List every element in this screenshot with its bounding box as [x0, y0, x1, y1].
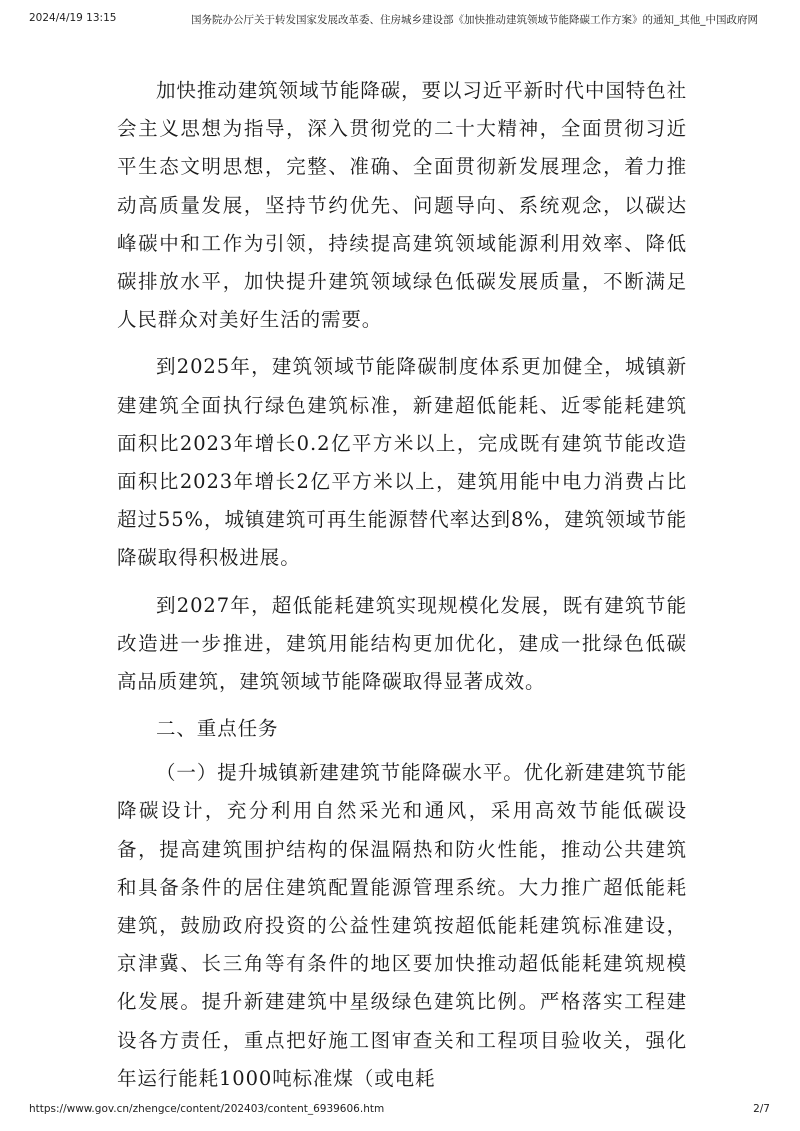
print-header	[29, 12, 770, 28]
paragraph-guiding-principle: 加快推动建筑领域节能降碳，要以习近平新时代中国特色社会主义思想为指导，深入贯彻党的二十大精神，全面贯彻习近平生态文明思想，完整、准确、全面贯彻新发展理念，着力推动高质量发展，坚持节约优先、问题导向、系统观念，以碳达峰碳中和工作为引领，持续提高建筑领域能源利用效率、降低碳排放水平，加快提升建筑领域绿色低碳发展质量，不断满足人民群众对美好生活的需要。	[117, 79, 687, 332]
paragraph-2025-goals: 到2025年，建筑领域节能降碳制度体系更加健全，城镇新建建筑全面执行绿色建筑标准，新建超低能耗、近零能耗建筑面积比2023年增长0.2亿平方米以上，完成既有建筑节能改造面积比2023年增长2亿平方米以上，建筑用能中电力消费占比超过55%，城镇建筑可再生能源替代率达到8%，建筑领域节能降碳取得积极进展。	[117, 355, 687, 570]
paragraph-new-buildings	[117, 754, 687, 1098]
subsection-heading: （一）提升城镇新建建筑节能降碳水平。	[156, 761, 524, 785]
page-title: 国务院办公厅关于转发国家发展改革委、住房城乡建设部《加快推动建筑领域节能降碳工作方案》的通知_其他_中国政府网	[191, 14, 758, 26]
print-timestamp: 2024/4/19 13:15	[29, 12, 117, 24]
print-footer	[29, 1103, 770, 1119]
paragraph-2027-goals: 到2027年，超低能耗建筑实现规模化发展，既有建筑节能改造进一步推进，建筑用能结构更加优化，建成一批绿色低碳高品质建筑，建筑领域节能降碳取得显著成效。	[117, 593, 687, 694]
section-heading-key-tasks: 二、重点任务	[156, 717, 279, 741]
paragraph-new-buildings-text: 优化新建建筑节能降碳设计，充分利用自然采光和通风，采用高效节能低碳设备，提高建筑围护结构的保温隔热和防火性能，推动公共建筑和具备条件的居住建筑配置能源管理系统。大力推广超低能耗建筑，鼓励政府投资的公益性建筑按超低能耗建筑标准建设，京津冀、长三角等有条件的地区要加快推动超低能耗建筑规模化发展。提升新建建筑中星级绿色建筑比例。严格落实工程建设各方责任，重点把好施工图审查关和工程项目验收关，强化年运行能耗1000吨标准煤（或电耗	[117, 761, 688, 1090]
page-number: 2/7	[753, 1103, 770, 1115]
article-body	[117, 72, 687, 1107]
page-url: https://www.gov.cn/zhengce/content/202403/content_6939606.htm	[29, 1103, 385, 1115]
